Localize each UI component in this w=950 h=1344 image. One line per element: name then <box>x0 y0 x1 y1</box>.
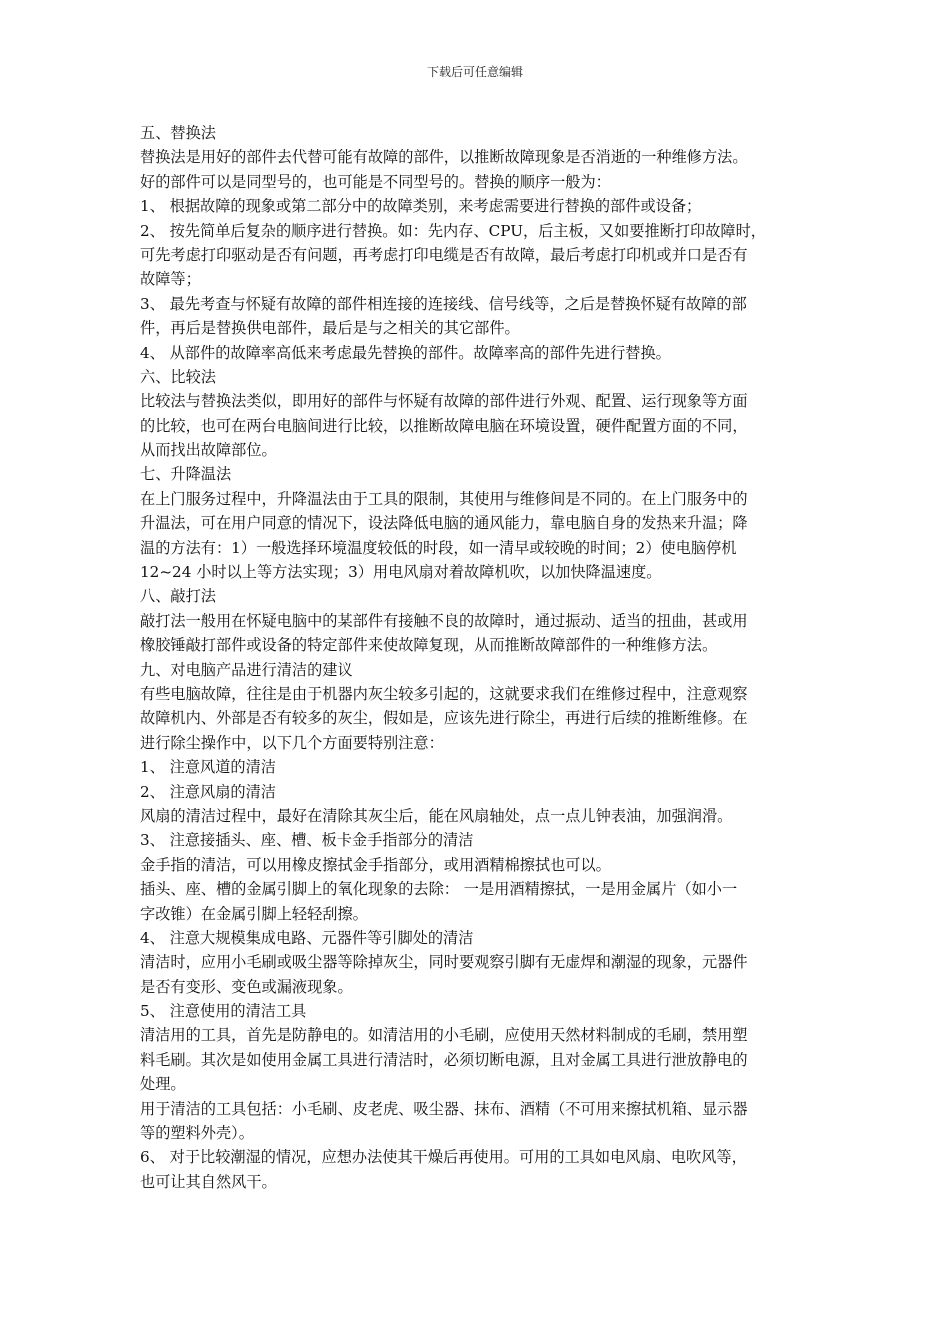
paragraph-line: 清洁时，应用小毛刷或吸尘器等除掉灰尘，同时要观察引脚有无虚焊和潮湿的现象，元器件 <box>140 953 748 972</box>
paragraph-line: 敲打法一般用在怀疑电脑中的某部件有接触不良的故障时，通过振动、适当的扭曲，甚或用 <box>140 611 748 630</box>
paragraph-line: 故障机内、外部是否有较多的灰尘，假如是，应该先进行除尘，再进行后续的推断维修。在 <box>140 709 748 728</box>
paragraph-line: 用于清洁的工具包括：小毛刷、皮老虎、吸尘器、抹布、酒精（不可用来擦拭机箱、显示器 <box>140 1099 748 1118</box>
paragraph-line: 也可让其自然风干。 <box>140 1172 277 1191</box>
paragraph-line: 故障等； <box>140 270 201 289</box>
list-item-line: 5、 注意使用的清洁工具 <box>140 1002 307 1021</box>
paragraph-line: 可先考虑打印驱动是否有问题，再考虑打印电缆是否有故障，最后考虑打印机或并口是否有 <box>140 245 748 264</box>
paragraph-line: 是否有变形、变色或漏液现象。 <box>140 977 353 996</box>
paragraph-line: 进行除尘操作中，以下几个方面要特别注意： <box>140 733 444 752</box>
paragraph-line: 字改锥）在金属引脚上轻轻刮擦。 <box>140 904 368 923</box>
paragraph-line: 温的方法有：1）一般选择环境温度较低的时段，如一清早或较晚的时间；2）使电脑停机 <box>140 538 737 557</box>
document-body <box>140 121 820 1194</box>
section-heading-knocking: 八、敲打法 <box>140 587 216 606</box>
section-heading-cleaning: 九、对电脑产品进行清洁的建议 <box>140 660 353 679</box>
paragraph-line: 橡胶锤敲打部件或设备的特定部件来使故障复现，从而推断故障部件的一种维修方法。 <box>140 636 718 655</box>
paragraph-line: 等的塑料外壳）。 <box>140 1124 254 1143</box>
list-item-line: 2、 按先简单后复杂的顺序进行替换。如：先内存、CPU，后主板，又如要推断打印故障时， <box>140 221 766 240</box>
list-item-line: 1、 注意风道的清洁 <box>140 758 276 777</box>
list-item-line: 2、 注意风扇的清洁 <box>140 782 276 801</box>
paragraph-line: 比较法与替换法类似，即用好的部件与怀疑有故障的部件进行外观、配置、运行现象等方面 <box>140 392 748 411</box>
paragraph-line: 金手指的清洁，可以用橡皮擦拭金手指部分，或用酒精棉擦拭也可以。 <box>140 855 611 874</box>
paragraph-line: 从而找出故障部位。 <box>140 441 277 460</box>
paragraph-line: 插头、座、槽的金属引脚上的氧化现象的去除： 一是用酒精擦拭，一是用金属片（如小一 <box>140 880 738 899</box>
paragraph-line: 处理。 <box>140 1075 186 1094</box>
paragraph-line: 12~24 小时以上等方法实现；3）用电风扇对着故障机吹，以加快降温速度。 <box>140 563 662 582</box>
paragraph-line: 有些电脑故障，往往是由于机器内灰尘较多引起的，这就要求我们在维修过程中，注意观察 <box>140 684 748 703</box>
list-item-line: 3、 注意接插头、座、槽、板卡金手指部分的清洁 <box>140 831 474 850</box>
list-item-line: 6、 对于比较潮湿的情况，应想办法使其干燥后再使用。可用的工具如电风扇、电吹风等， <box>140 1148 747 1167</box>
list-item-line: 4、 注意大规模集成电路、元器件等引脚处的清洁 <box>140 928 474 947</box>
paragraph-line: 好的部件可以是同型号的，也可能是不同型号的。替换的顺序一般为： <box>140 172 611 191</box>
paragraph-line: 件，再后是替换供电部件，最后是与之相关的其它部件。 <box>140 319 520 338</box>
page-header: 下载后可任意编辑 <box>426 65 523 79</box>
paragraph-line: 清洁用的工具，首先是防静电的。如清洁用的小毛刷，应使用天然材料制成的毛刷，禁用塑 <box>140 1026 748 1045</box>
list-item-line: 1、 根据故障的现象或第二部分中的故障类别，来考虑需要进行替换的部件或设备； <box>140 197 702 216</box>
list-item-line: 3、 最先考查与怀疑有故障的部件相连接的连接线、信号线等，之后是替换怀疑有故障的部 <box>140 294 747 313</box>
list-item-line: 4、 从部件的故障率高低来考虑最先替换的部件。故障率高的部件先进行替换。 <box>140 343 671 362</box>
paragraph-line: 风扇的清洁过程中，最好在清除其灰尘后，能在风扇轴处，点一点儿钟表油，加强润滑。 <box>140 806 733 825</box>
paragraph-line: 的比较，也可在两台电脑间进行比较，以推断故障电脑在环境设置，硬件配置方面的不同， <box>140 416 748 435</box>
section-heading-comparison: 六、比较法 <box>140 367 216 386</box>
paragraph-line: 升温法，可在用户同意的情况下，设法降低电脑的通风能力，靠电脑自身的发热来升温；降 <box>140 514 748 533</box>
section-heading-temperature: 七、升降温法 <box>140 465 232 484</box>
paragraph-line: 在上门服务过程中，升降温法由于工具的限制，其使用与维修间是不同的。在上门服务中的 <box>140 489 748 508</box>
paragraph-line: 料毛刷。其次是如使用金属工具进行清洁时，必须切断电源，且对金属工具进行泄放静电的 <box>140 1050 748 1069</box>
section-heading-replacement: 五、替换法 <box>140 124 216 142</box>
paragraph-line: 替换法是用好的部件去代替可能有故障的部件，以推断故障现象是否消逝的一种维修方法。 <box>140 148 748 167</box>
